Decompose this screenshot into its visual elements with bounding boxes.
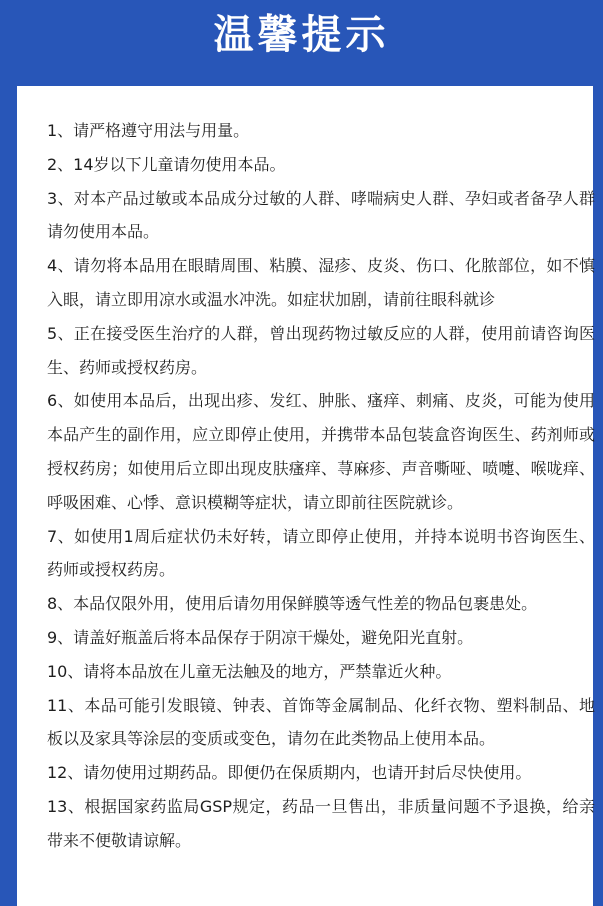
notice-item: 8、本品仅限外用，使用后请勿用保鲜膜等透气性差的物品包裹患处。 — [47, 594, 538, 614]
notice-item: 9、请盖好瓶盖后将本品保存于阴凉干燥处，避免阳光直射。 — [47, 627, 474, 647]
notice-item: 13、根据国家药监局GSP规定，药品一旦售出，非质量问题不予退换，给亲带来不便敬请谅解。 — [47, 796, 595, 850]
notice-item: 12、请勿使用过期药品。即便仍在保质期内，也请开封后尽快使用。 — [47, 763, 532, 783]
notice-list — [47, 114, 595, 858]
notice-item: 7、如使用1周后症状仍未好转，请立即停止使用，并持本说明书咨询医生、药师或授权药房。 — [47, 526, 595, 580]
notice-item: 6、如使用本品后，出现出疹、发红、肿胀、瘙痒、刺痛、皮炎，可能为使用本品产生的副作用，应立即停止使用，并携带本品包装盒咨询医生、药剂师或授权药房；如使用后立即出现皮肤瘙痒、荨麻疹、声音嘶哑、喷嚏、喉咙痒、呼吸困难、心悸、意识模糊等症状，请立即前往医院就诊。 — [47, 391, 595, 512]
notice-item: 1、请严格遵守用法与用量。 — [47, 121, 250, 140]
notice-item: 4、请勿将本品用在眼睛周围、粘膜、湿疹、皮炎、伤口、化脓部位，如不慎入眼，请立即用凉水或温水冲洗。如症状加剧，请前往眼科就诊 — [47, 256, 595, 309]
notice-item: 10、请将本品放在儿童无法触及的地方，严禁靠近火种。 — [47, 661, 452, 681]
header-banner — [0, 0, 603, 86]
notice-item: 11、本品可能引发眼镜、钟表、首饰等金属制品、化纤衣物、塑料制品、地板以及家具等涂层的变质或变色，请勿在此类物品上使用本品。 — [47, 695, 595, 749]
notice-item: 3、对本产品过敏或本品成分过敏的人群、哮喘病史人群、孕妇或者备孕人群请勿使用本品。 — [47, 188, 595, 242]
notice-item: 5、正在接受医生治疗的人群，曾出现药物过敏反应的人群，使用前请咨询医生、药师或授权药房。 — [47, 323, 595, 377]
notice-card — [17, 86, 593, 906]
notice-item: 2、14岁以下儿童请勿使用本品。 — [47, 154, 286, 174]
page-title: 温馨提示 — [213, 11, 390, 58]
